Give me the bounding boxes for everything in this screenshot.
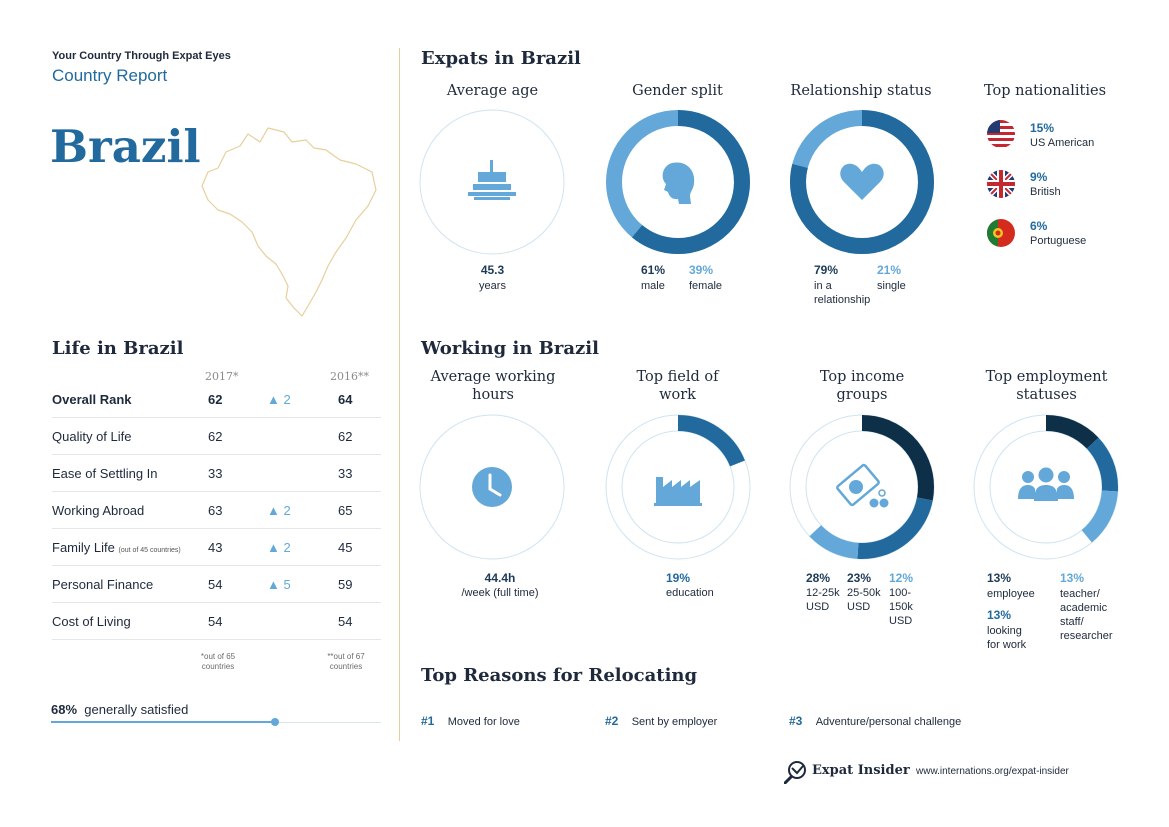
uk-flag-icon bbox=[987, 170, 1015, 198]
income-label-2: 25-50k USD bbox=[847, 587, 881, 613]
vertical-divider bbox=[399, 48, 400, 741]
field-title: Top field of work bbox=[636, 369, 719, 403]
country-title: Brazil bbox=[50, 120, 201, 173]
rank-row-name: Ease of Settling In bbox=[52, 466, 158, 481]
rank-row-note: (out of 45 countries) bbox=[118, 547, 181, 554]
rank-row bbox=[52, 380, 381, 418]
employment-pct-2: 13% bbox=[987, 608, 1012, 622]
nationality-label-1: US American bbox=[1030, 137, 1095, 149]
nationality-pct-3: 6% bbox=[1030, 219, 1048, 233]
rank-row-name: Overall Rank bbox=[52, 392, 132, 407]
supertitle: Your Country Through Expat Eyes bbox=[52, 50, 231, 62]
single-label: single bbox=[877, 280, 906, 292]
reason-num-3: #3 bbox=[789, 714, 803, 728]
life-title: Life in Brazil bbox=[52, 338, 184, 359]
portugal-flag-icon bbox=[987, 219, 1015, 247]
rank-row-name: Working Abroad bbox=[52, 503, 145, 518]
brazil-map-icon bbox=[196, 120, 380, 320]
reason-3 bbox=[789, 712, 961, 730]
age-unit: years bbox=[479, 280, 506, 292]
nationality-label-2: British bbox=[1030, 186, 1061, 198]
age-title: Average age bbox=[446, 83, 539, 99]
male-pct: 61% bbox=[641, 263, 666, 277]
rank-2017: 54 bbox=[208, 614, 223, 629]
people-icon bbox=[1018, 468, 1074, 502]
single-pct: 21% bbox=[877, 263, 902, 277]
hours-label: /week (full time) bbox=[461, 587, 539, 599]
income-donut bbox=[788, 413, 936, 561]
employment-label-2: looking for work bbox=[987, 625, 1027, 651]
employment-label-3: teacher/ academic staff/ researcher bbox=[1060, 588, 1113, 642]
col-2017-header: 2017* bbox=[205, 370, 239, 383]
hours-value: 44.4h bbox=[484, 571, 516, 585]
income-label-1: 12-25k USD bbox=[806, 587, 840, 613]
rank-row bbox=[52, 528, 381, 566]
money-icon bbox=[836, 464, 888, 507]
rank-row-name: Quality of Life bbox=[52, 429, 132, 444]
rank-change: ▲ 2 bbox=[267, 540, 291, 555]
gender-donut bbox=[604, 108, 752, 256]
brand-name: Expat Insider bbox=[812, 763, 910, 778]
rank-2017: 43 bbox=[208, 540, 223, 555]
nationalities-title: Top nationalities bbox=[983, 83, 1107, 99]
rank-2017: 63 bbox=[208, 503, 223, 518]
footnote-2016: **out of 67 countries bbox=[327, 652, 365, 671]
heart-icon bbox=[840, 164, 883, 200]
satisfaction-label: generally satisfied bbox=[84, 702, 189, 717]
relationship-title: Relationship status bbox=[790, 83, 932, 99]
rank-2017: 62 bbox=[208, 392, 223, 407]
rank-change: ▲ 2 bbox=[267, 392, 291, 407]
satisfaction-fill bbox=[51, 721, 275, 723]
expat-insider-logo-icon bbox=[784, 760, 808, 784]
employment-donut bbox=[972, 413, 1120, 561]
working-title: Working in Brazil bbox=[421, 338, 599, 359]
rank-2016: 33 bbox=[338, 466, 353, 481]
reason-label-3: Adventure/personal challenge bbox=[815, 716, 962, 728]
rank-2017: 33 bbox=[208, 466, 223, 481]
clock-icon bbox=[472, 467, 512, 507]
male-label: male bbox=[641, 280, 665, 292]
rank-row bbox=[52, 565, 381, 603]
rank-2016: 64 bbox=[338, 392, 353, 407]
nationality-pct-2: 9% bbox=[1030, 170, 1048, 184]
income-title: Top income groups bbox=[819, 369, 905, 403]
footer-url[interactable]: www.internations.org/expat-insider bbox=[916, 766, 1069, 777]
employment-pct-3: 13% bbox=[1060, 571, 1085, 585]
us-flag-icon bbox=[987, 120, 1015, 148]
field-donut bbox=[604, 413, 752, 561]
rank-2016: 65 bbox=[338, 503, 353, 518]
reason-label-2: Sent by employer bbox=[631, 716, 718, 728]
nationality-label-3: Portuguese bbox=[1030, 235, 1087, 247]
rank-2016: 59 bbox=[338, 577, 353, 592]
cake-icon bbox=[468, 160, 516, 200]
rank-row bbox=[52, 417, 381, 455]
rank-row bbox=[52, 602, 381, 640]
employment-pct-1: 13% bbox=[987, 571, 1012, 585]
hours-title: Average working hours bbox=[430, 369, 556, 403]
rank-change: ▲ 5 bbox=[267, 577, 291, 592]
footnote-2017: *out of 65 countries bbox=[200, 652, 236, 671]
head-icon bbox=[663, 162, 695, 204]
income-pct-2: 23% bbox=[847, 571, 872, 585]
reason-label-1: Moved for love bbox=[447, 716, 520, 728]
factory-icon bbox=[654, 477, 702, 506]
female-label: female bbox=[689, 280, 723, 292]
rank-row-name: Personal Finance bbox=[52, 577, 154, 592]
rank-2016: 45 bbox=[338, 540, 353, 555]
reason-num-1: #1 bbox=[421, 714, 435, 728]
employment-label-1: employee bbox=[987, 588, 1035, 600]
col-2016-header: 2016** bbox=[330, 370, 369, 383]
rank-change: ▲ 2 bbox=[267, 503, 291, 518]
relationship-label: in a relationship bbox=[814, 280, 871, 306]
age-value: 45.3 bbox=[480, 263, 505, 277]
employment-title: Top employment statuses bbox=[985, 369, 1108, 403]
satisfaction-pct: 68% bbox=[51, 702, 78, 717]
satisfaction-text bbox=[51, 702, 188, 717]
gender-title: Gender split bbox=[632, 83, 723, 99]
expats-title: Expats in Brazil bbox=[421, 48, 581, 69]
income-pct-3: 12% bbox=[889, 571, 914, 585]
income-pct-1: 28% bbox=[806, 571, 831, 585]
field-pct: 19% bbox=[666, 571, 691, 585]
reason-1 bbox=[421, 712, 520, 730]
rank-row-name: Cost of Living bbox=[52, 614, 131, 629]
reason-2 bbox=[605, 712, 717, 730]
relationship-donut bbox=[788, 108, 936, 256]
satisfaction-slider-handle bbox=[271, 718, 279, 726]
reason-num-2: #2 bbox=[605, 714, 619, 728]
rank-row bbox=[52, 491, 381, 529]
female-pct: 39% bbox=[689, 263, 714, 277]
field-label: education bbox=[666, 587, 714, 599]
relationship-pct: 79% bbox=[814, 263, 839, 277]
reasons-title: Top Reasons for Relocating bbox=[421, 665, 698, 686]
rank-2017: 54 bbox=[208, 577, 223, 592]
rank-2016: 54 bbox=[338, 614, 353, 629]
nationality-pct-1: 15% bbox=[1030, 121, 1055, 135]
age-chart bbox=[418, 108, 566, 256]
rank-row bbox=[52, 454, 381, 492]
report-subtitle: Country Report bbox=[52, 66, 168, 85]
rank-row-name: Family Life (out of 45 countries) bbox=[52, 540, 181, 555]
income-label-3: 100-150k USD bbox=[889, 587, 913, 627]
hours-chart bbox=[418, 413, 566, 561]
rank-2016: 62 bbox=[338, 429, 353, 444]
rank-2017: 62 bbox=[208, 429, 223, 444]
